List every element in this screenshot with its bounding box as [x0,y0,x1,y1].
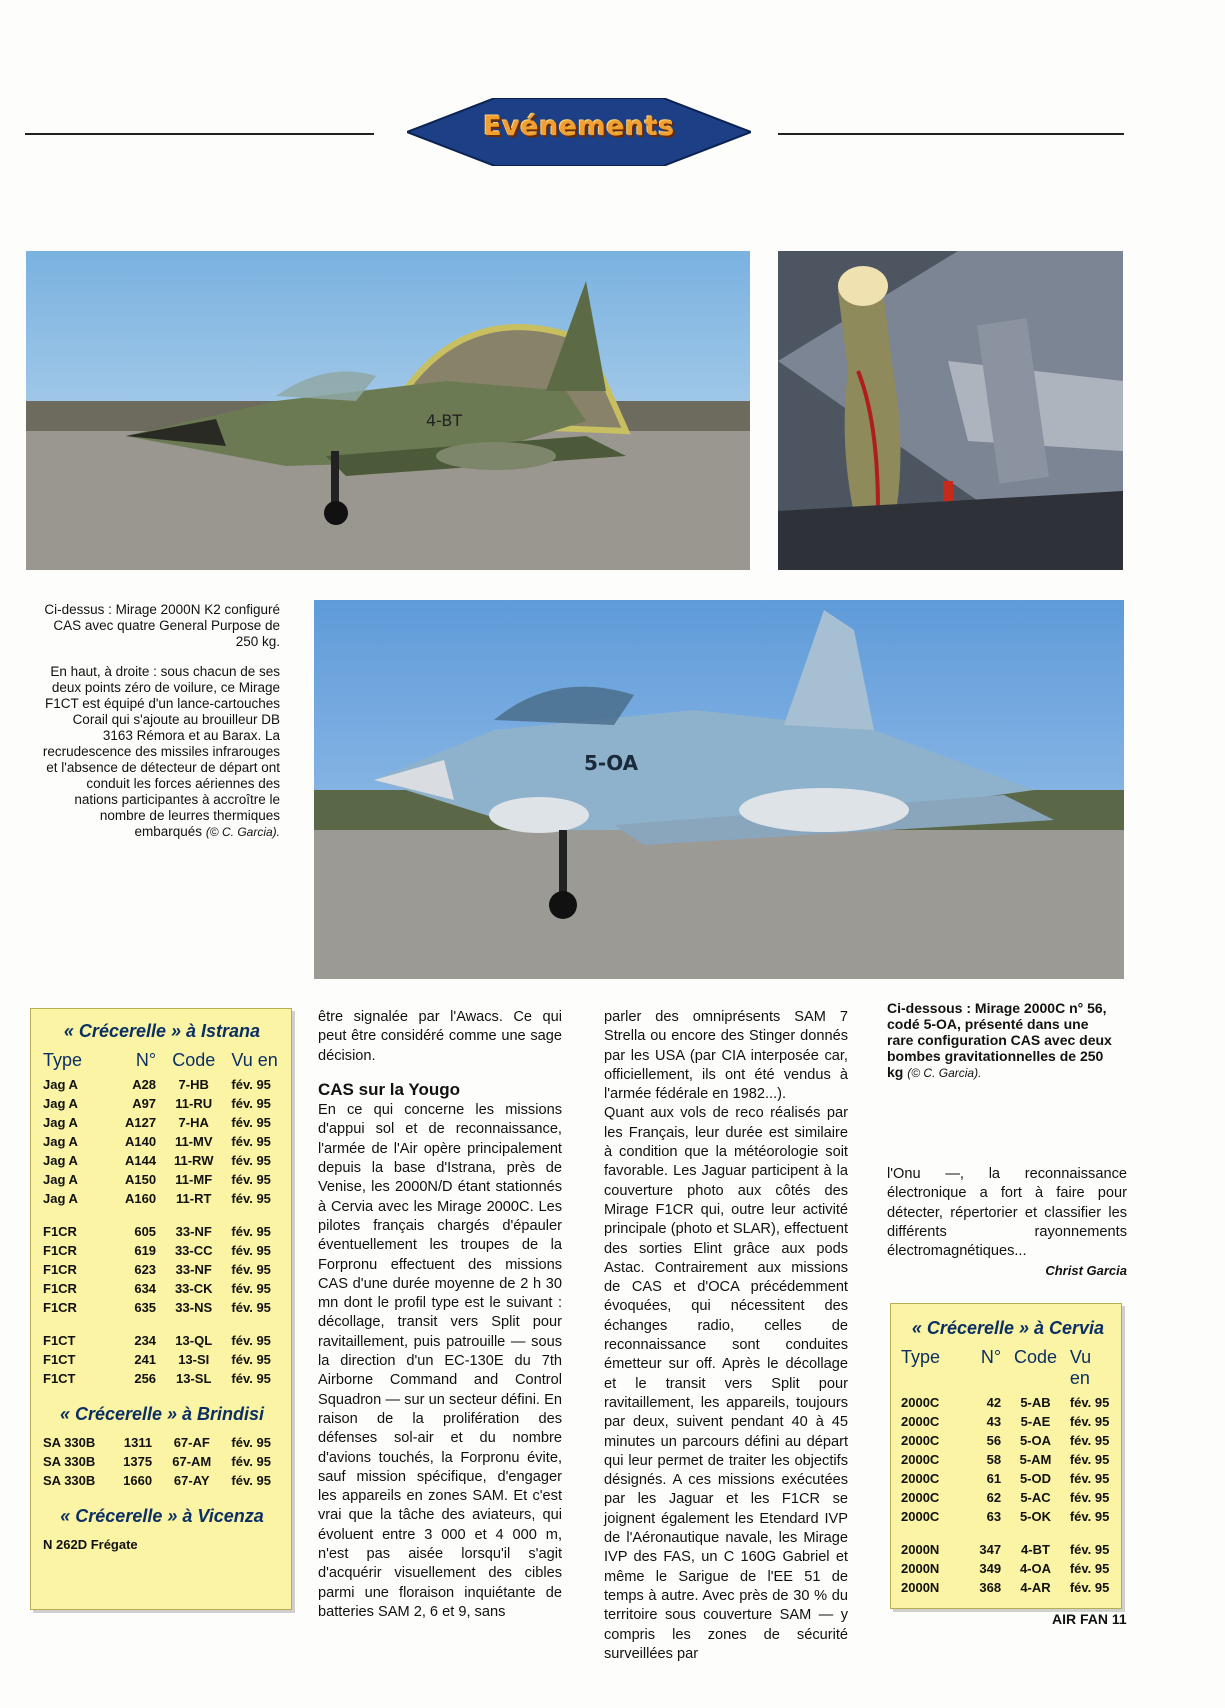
table-cell: 13-QL [175,1333,213,1348]
table-row [43,1260,281,1279]
table-cell: fév. 95 [1069,1580,1110,1595]
table-row [43,1298,281,1317]
caption-right [887,1000,1112,1081]
caption-left-p2-text: sous chacun de ses deux points zéro de voilure, ce Mirage F1CT est équipé d'un lance-cartouches Corail qui s'ajoute au brouilleur DB 3163 Rémora et au Barax. La recrudescence des missiles infrarouges et l'absence de détecteur de départ ont conduit les forces aériennes des nations participantes à accroître le nombre de leurres thermiques embarqués [42,664,280,839]
table-cell: fév. 95 [231,1191,271,1206]
table-cell: fév. 95 [231,1077,271,1092]
table-cervia-header: Type N° Code Vu en [901,1347,1092,1388]
table-istrana-group-f1ct [43,1331,281,1388]
table-cell: fév. 95 [231,1281,271,1296]
table-cell: SA 330B [43,1435,96,1450]
table-row [43,1222,281,1241]
table-cell: 61 [986,1471,1002,1486]
table-cell: 11-RW [173,1153,214,1168]
table-cell: F1CR [43,1243,77,1258]
table-cell: 33-NF [175,1262,212,1277]
table-cell: 67-AY [173,1473,210,1488]
table-cell: fév. 95 [1069,1509,1110,1524]
table-cell: 4-AR [1020,1580,1051,1595]
table-cell: fév. 95 [231,1435,271,1450]
table-cell: A97 [132,1096,157,1111]
table-row [43,1279,281,1298]
table-brindisi-rows [43,1433,281,1490]
table-cell: fév. 95 [1069,1471,1110,1486]
table-cell: fév. 95 [231,1454,271,1469]
table-row [901,1488,1115,1507]
table-cell: 33-CC [174,1243,213,1258]
table-cell: fév. 95 [1069,1542,1110,1557]
table-cell: 11-MF [175,1172,213,1187]
caption-right-lead: Ci-dessous : [887,1000,972,1016]
table-cell: Jag A [43,1172,78,1187]
table-cell: 605 [134,1224,157,1239]
table-row [43,1331,281,1350]
article-col1-body: En ce qui concerne les missions d'appui sol et de reconnaissance, l'armée de l'Air opère principalement depuis la base d'Istrana, près de Venise, les 2000N/D étant stationnés à Cervia avec les Mirage 2000C. Les pilotes français chargés d'épauler éventuellement les troupes de la Forpronu effectuent des missions CAS d'une durée moyenne de 2 h 30 mn dont le profil type est le suivant : décollage, transit vers Split pour ravitaillement, puis patrouille — sous la direction d'un EC-130E du 7th Airborne Command and Control Squadron — sur un secteur défini. En raison de la prolifération des défenses sol-air et du nombre d'avions touchés, la Forpronu évite, sauf mission spécifique, d'engager les appareils en zones SAM. Et c'est vrai que la tâche des aviateurs, qui évoluent entre 3 000 et 4 000 m, n'est pas aisée lorsqu'il s'agit d'acquérir visuellement des cibles parmi une floraison inquiétante de batteries SAM 2, 6 et 9, sans [318,1102,562,1620]
article-column-3 [887,1165,1127,1281]
table-cell: 619 [134,1243,157,1258]
article-col2-p1: parler des omniprésents SAM 7 Strella ou encore des Stinger donnés par les USA (par CIA interposée car, officiellement, ils ont été vendus à l'armée fédérale en 1982...). [604,1009,848,1103]
table-cell: 2000N [901,1580,940,1595]
table-cell: fév. 95 [1069,1433,1110,1448]
table-cell: 2000N [901,1561,940,1576]
table-cell: 5-OA [1019,1433,1052,1448]
table-vicenza-row: N 262D Frégate [43,1537,138,1552]
table-cell: fév. 95 [231,1224,271,1239]
table-cell: F1CR [43,1300,77,1315]
table-cell: 1311 [123,1435,153,1450]
tail-code-2000n: 4-BT [426,411,463,430]
caption-left-p2-lead: En haut, à droite : [50,664,157,679]
table-cell: fév. 95 [231,1333,271,1348]
table-cell: 5-AB [1020,1395,1051,1410]
table-brindisi-title: « Crécerelle » à Brindisi [59,1404,265,1424]
table-cell: 67-AF [173,1435,210,1450]
table-cell: A127 [124,1115,157,1130]
table-cell: 2000N [901,1542,940,1557]
header-rule-left [25,133,374,135]
table-cell: 1375 [123,1454,153,1469]
table-row [901,1393,1115,1412]
table-row [43,1433,281,1452]
table-row [901,1578,1115,1597]
table-row [43,1151,281,1170]
table-row [901,1559,1115,1578]
table-istrana-group-f1cr [43,1222,281,1317]
table-cervia-box [890,1303,1122,1609]
table-cell: F1CR [43,1262,77,1277]
table-cell: 635 [134,1300,157,1315]
table-cell: 5-AC [1020,1490,1051,1505]
table-cell: Jag A [43,1134,78,1149]
table-cell: 4-BT [1021,1542,1050,1557]
caption-left-p1-lead: Ci-dessus : [44,602,112,617]
table-row [43,1241,281,1260]
table-cell: 33-NS [175,1300,213,1315]
table-cell: A28 [132,1077,157,1092]
table-cell: 634 [134,1281,157,1296]
article-col2-p2: Quant aux vols de reco réalisés par les Français, leur durée est similaire à condition que la météorologie soit favorable. Les Jaguar participent à la couverture photo aux côtés des Mirage F1CR qui, outre leur activité principale (photo et SLAR), effectuent des sorties Elint grâce aux pods Astac. Contrairement aux missions de CAS et d'OCA précédemment évoquées, qui nécessitent des échanges radio, celles de reconnaissance sont conduites émetteur sur off. Après le décollage et le transit vers Split pour ravitaillement, les appareils, toujours par deux, suivent pendant 40 à 45 minutes un parcours défini au départ qui leur permet de traiter les objectifs désignés. A ces missions exécutées par les Jaguar et les F1CR se joignent également les Etendard IVP de l'Aéronautique navale, les Mirage IVP des FAS, un C 160G Gabriel et même le Sarigue de l'EE 51 de temps à autre. Avec près de 30 % du territoire sous couverture SAM — y compris les zones de sécurité surveillées par [604,1105,848,1662]
caption-right-credit: (© C. Garcia). [907,1066,982,1080]
table-cell: 7-HB [178,1077,209,1092]
article-col3-text: l'Onu —, la reconnaissance électronique a fort à faire pour détecter, répertorier et classifier les différents rayonnements électromagnétiques... [887,1166,1127,1260]
table-cell: 368 [979,1580,1002,1595]
table-cell: fév. 95 [1069,1490,1110,1505]
table-cell: 2000C [901,1433,940,1448]
table-cell: 2000C [901,1395,940,1410]
table-row [43,1113,281,1132]
table-row [901,1450,1115,1469]
table-cell: Jag A [43,1153,78,1168]
table-cell: fév. 95 [231,1352,271,1367]
table-cervia-group-2000n [901,1540,1115,1597]
table-cell: 67-AM [172,1454,212,1469]
table-cell: fév. 95 [1069,1561,1110,1576]
table-cell: 5-OD [1019,1471,1052,1486]
table-cell: A150 [124,1172,157,1187]
table-cell: 2000C [901,1471,940,1486]
table-cervia-group-2000c [901,1393,1115,1526]
table-istrana-header: Type N° Code Vu en [43,1050,278,1070]
article-col1-intro: être signalée par l'Awacs. Ce qui peut être considéré comme une sage décision. [318,1009,562,1064]
table-cell: 2000C [901,1414,940,1429]
table-row [43,1452,281,1471]
caption-right-text: Mirage 2000C n° 56, codé 5-OA, présenté dans une rare configuration CAS avec deux bombes gravitationnelles de 250 kg [887,1000,1112,1080]
table-cell: fév. 95 [231,1473,271,1488]
table-cell: fév. 95 [231,1371,271,1386]
table-cell: 7-HA [178,1115,209,1130]
table-cell: 347 [979,1542,1002,1557]
caption-left-p1 [40,602,280,650]
table-row [901,1507,1115,1526]
table-cell: Jag A [43,1191,78,1206]
table-row [43,1075,281,1094]
table-cell: A140 [124,1134,157,1149]
table-cell: A160 [124,1191,157,1206]
table-cell: 33-CK [174,1281,213,1296]
table-istrana-box [30,1008,292,1610]
table-cell: fév. 95 [231,1153,271,1168]
table-cell: 349 [979,1561,1002,1576]
table-cell: F1CT [43,1352,76,1367]
table-row [43,1094,281,1113]
table-cell: 1660 [123,1473,153,1488]
table-cell: SA 330B [43,1454,96,1469]
table-cell: 2000C [901,1509,940,1524]
table-cell: 5-AE [1020,1414,1051,1429]
table-row [43,1132,281,1151]
photo-mirage-2000c [314,600,1124,979]
table-cell: F1CT [43,1371,76,1386]
table-cell: 56 [986,1433,1002,1448]
photo-f1ct-decoy-pod [778,251,1123,570]
table-cell: 5-OK [1019,1509,1052,1524]
table-cell: 13-SL [176,1371,212,1386]
table-cell: 62 [986,1490,1002,1505]
code-2000c: 5-OA [584,751,639,775]
table-cell: fév. 95 [1069,1452,1110,1467]
table-cell: fév. 95 [1069,1414,1110,1429]
table-cell: 241 [134,1352,157,1367]
table-cell: fév. 95 [231,1172,271,1187]
table-cell: 5-AM [1019,1452,1052,1467]
table-cell: A144 [124,1153,157,1168]
table-cell: Jag A [43,1096,78,1111]
table-cervia-title: « Crécerelle » à Cervia [911,1318,1105,1338]
caption-left-p1-text: Mirage 2000N K2 configuré CAS avec quatre General Purpose de 250 kg. [53,602,280,649]
table-istrana-title: « Crécerelle » à Istrana [63,1021,261,1041]
article-column-1 [318,1008,562,1622]
table-cell: fév. 95 [231,1300,271,1315]
table-cell: fév. 95 [231,1096,271,1111]
table-cell: 4-OA [1019,1561,1052,1576]
table-cell: F1CR [43,1281,77,1296]
caption-left [40,602,280,854]
table-cell: Jag A [43,1077,78,1092]
table-vicenza-title: « Crécerelle » à Vicenza [60,1506,264,1526]
table-cell: fév. 95 [1069,1395,1110,1410]
table-cell: 33-NF [175,1224,212,1239]
table-cell: fév. 95 [231,1134,271,1149]
table-cell: SA 330B [43,1473,96,1488]
table-row [43,1350,281,1369]
table-cell: F1CT [43,1333,76,1348]
table-cell: fév. 95 [231,1262,271,1277]
article-author: Christ Garcia [1045,1263,1127,1279]
table-cell: fév. 95 [231,1243,271,1258]
table-cell: 43 [986,1414,1002,1429]
table-row [901,1469,1115,1488]
table-cell: 13-SI [178,1352,210,1367]
table-cell: 623 [134,1262,157,1277]
table-cell: 256 [134,1371,157,1386]
table-cell: 63 [986,1509,1002,1524]
table-cell: 11-RT [176,1191,212,1206]
table-row [901,1412,1115,1431]
table-cell: 2000C [901,1490,940,1505]
header-rule-right [778,133,1124,135]
table-cell: 11-MV [174,1134,213,1149]
photo-mirage-2000n [26,251,750,570]
caption-left-credit: (© C. Garcia). [205,825,280,839]
table-row [43,1189,281,1208]
table-cell: 2000C [901,1452,940,1467]
table-cell: 42 [986,1395,1002,1410]
table-row [43,1471,281,1490]
table-cell: 58 [986,1452,1002,1467]
table-cell: 234 [134,1333,157,1348]
table-row [901,1431,1115,1450]
table-cell: 11-RU [175,1096,213,1111]
table-row [43,1170,281,1189]
table-cell: Jag A [43,1115,78,1130]
table-istrana-group-jaguar [43,1075,281,1208]
table-row [901,1540,1115,1559]
article-subhead: CAS sur la Yougo [318,1079,461,1099]
section-title: Evénements [483,111,675,142]
article-column-2 [604,1008,848,1664]
table-cell: fév. 95 [231,1115,271,1130]
table-row [43,1369,281,1388]
page-folio: AIR FAN 11 [1052,1611,1127,1627]
caption-left-p2 [40,664,280,840]
table-cell: F1CR [43,1224,77,1239]
